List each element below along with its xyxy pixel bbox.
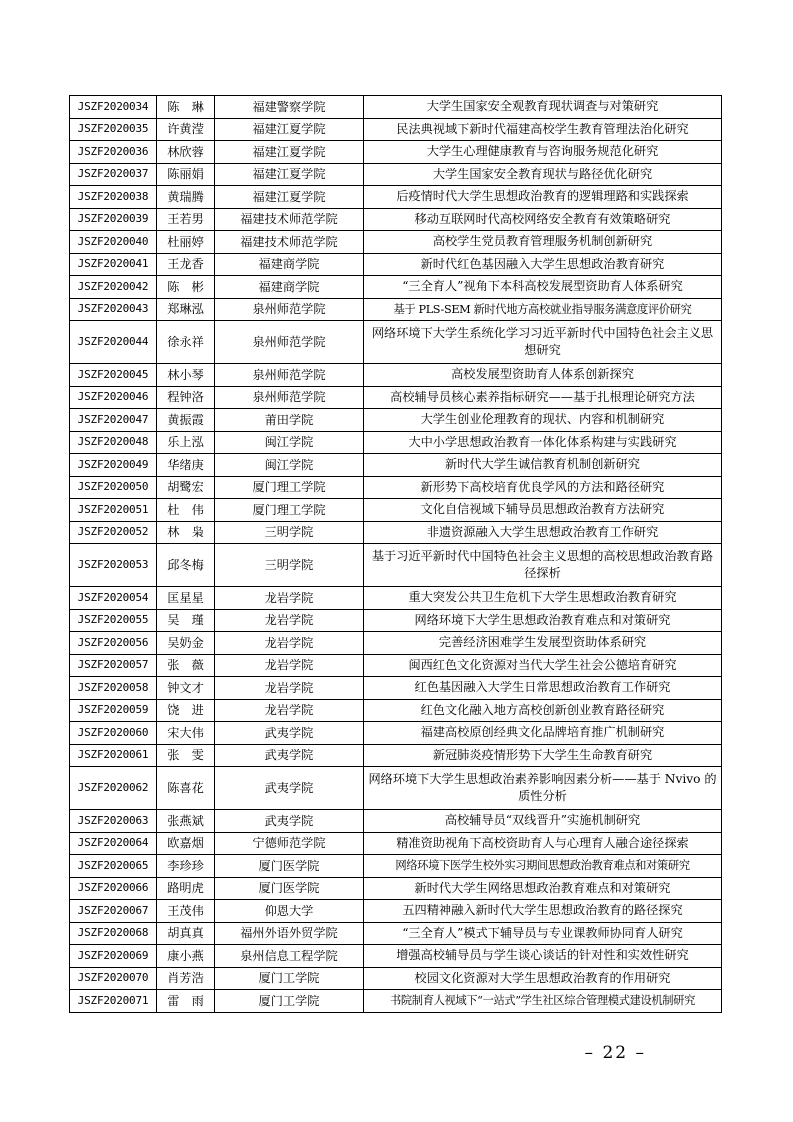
school-cell: 福建商学院 (215, 276, 364, 299)
table-row (70, 945, 722, 968)
school-cell: 厦门工学院 (215, 990, 364, 1013)
project-id-cell: JSZF2020048 (70, 431, 157, 454)
project-id-cell: JSZF2020036 (70, 141, 157, 164)
school-cell: 武夷学院 (215, 767, 364, 810)
school-cell: 厦门理工学院 (215, 499, 364, 522)
project-id-cell: JSZF2020035 (70, 118, 157, 141)
project-title-cell: 文化自信视域下辅导员思想政治教育方法研究 (364, 499, 722, 522)
school-cell: 厦门医学院 (215, 855, 364, 878)
applicant-name-cell: 黄振霞 (157, 409, 215, 432)
project-title-cell: 大学生心理健康教育与咨询服务规范化研究 (364, 141, 722, 164)
project-id-cell: JSZF2020040 (70, 231, 157, 254)
project-title-cell: 大学生创业伦理教育的现状、内容和机制研究 (364, 409, 722, 432)
project-title-cell: 网络环境下大学生思想政治素养影响因素分析——基于 Nvivo 的质性分析 (364, 767, 722, 810)
school-cell: 武夷学院 (215, 810, 364, 833)
school-cell: 泉州师范学院 (215, 386, 364, 409)
applicant-name-cell: 杜丽婷 (157, 231, 215, 254)
project-id-cell: JSZF2020066 (70, 877, 157, 900)
project-title-cell: 高校学生党员教育管理服务机制创新研究 (364, 231, 722, 254)
applicant-name-cell: 邱冬梅 (157, 544, 215, 587)
project-title-cell: 非遗资源融入大学生思想政治教育工作研究 (364, 521, 722, 544)
project-title-cell: 大学生国家安全教育现状与路径优化研究 (364, 163, 722, 186)
school-cell: 闽江学院 (215, 454, 364, 477)
table-row (70, 276, 722, 299)
school-cell: 三明学院 (215, 521, 364, 544)
applicant-name-cell: 钟文才 (157, 677, 215, 700)
project-id-cell: JSZF2020068 (70, 922, 157, 945)
project-id-cell: JSZF2020039 (70, 208, 157, 231)
applicant-name-cell: 王若男 (157, 208, 215, 231)
table-row (70, 699, 722, 722)
project-title-cell: 福建高校原创经典文化品牌培育推广机制研究 (364, 722, 722, 745)
project-id-cell: JSZF2020044 (70, 321, 157, 364)
project-title-cell: 大中小学思想政治教育一体化体系构建与实践研究 (364, 431, 722, 454)
table-row (70, 855, 722, 878)
applicant-name-cell: 宋大伟 (157, 722, 215, 745)
school-cell: 福建商学院 (215, 253, 364, 276)
project-id-cell: JSZF2020071 (70, 990, 157, 1013)
school-cell: 闽江学院 (215, 431, 364, 454)
project-title-cell: 高校辅导员核心素养指标研究——基于扎根理论研究方法 (364, 386, 722, 409)
applicant-name-cell: 饶 进 (157, 699, 215, 722)
project-table-body (70, 96, 722, 1013)
school-cell: 福建江夏学院 (215, 163, 364, 186)
school-cell: 龙岩学院 (215, 587, 364, 610)
project-title-cell: 新时代红色基因融入大学生思想政治教育研究 (364, 253, 722, 276)
table-row (70, 810, 722, 833)
school-cell: 福建江夏学院 (215, 118, 364, 141)
table-row (70, 208, 722, 231)
project-id-cell: JSZF2020043 (70, 298, 157, 321)
table-row (70, 386, 722, 409)
project-id-cell: JSZF2020038 (70, 186, 157, 209)
school-cell: 福建警察学院 (215, 96, 364, 119)
school-cell: 龙岩学院 (215, 654, 364, 677)
applicant-name-cell: 欧嘉烟 (157, 832, 215, 855)
school-cell: 龙岩学院 (215, 632, 364, 655)
project-title-cell: 新形势下高校培育优良学风的方法和路径研究 (364, 476, 722, 499)
applicant-name-cell: 吴 瑾 (157, 609, 215, 632)
project-title-cell: 红色文化融入地方高校创新创业教育路径研究 (364, 699, 722, 722)
school-cell: 厦门理工学院 (215, 476, 364, 499)
applicant-name-cell: 华绪庚 (157, 454, 215, 477)
applicant-name-cell: 程钟洛 (157, 386, 215, 409)
applicant-name-cell: 张 雯 (157, 744, 215, 767)
project-title-cell: 新冠肺炎疫情形势下大学生生命教育研究 (364, 744, 722, 767)
table-row (70, 990, 722, 1013)
project-id-cell: JSZF2020055 (70, 609, 157, 632)
applicant-name-cell: 林 枭 (157, 521, 215, 544)
applicant-name-cell: 康小燕 (157, 945, 215, 968)
page-number: – 22 – (584, 1043, 646, 1063)
table-row (70, 253, 722, 276)
school-cell: 泉州师范学院 (215, 321, 364, 364)
applicant-name-cell: 郑琳泓 (157, 298, 215, 321)
project-title-cell: 移动互联网时代高校网络安全教育有效策略研究 (364, 208, 722, 231)
table-row (70, 298, 722, 321)
project-id-cell: JSZF2020046 (70, 386, 157, 409)
applicant-name-cell: 陈 彬 (157, 276, 215, 299)
school-cell: 泉州师范学院 (215, 364, 364, 387)
project-title-cell: “三全育人”模式下辅导员与专业课教师协同育人研究 (364, 922, 722, 945)
applicant-name-cell: 路明虎 (157, 877, 215, 900)
school-cell: 泉州师范学院 (215, 298, 364, 321)
table-row (70, 922, 722, 945)
school-cell: 武夷学院 (215, 744, 364, 767)
school-cell: 厦门工学院 (215, 967, 364, 990)
school-cell: 武夷学院 (215, 722, 364, 745)
table-row (70, 609, 722, 632)
applicant-name-cell: 乐上泓 (157, 431, 215, 454)
table-row (70, 499, 722, 522)
project-id-cell: JSZF2020058 (70, 677, 157, 700)
project-id-cell: JSZF2020052 (70, 521, 157, 544)
table-row (70, 454, 722, 477)
project-id-cell: JSZF2020054 (70, 587, 157, 610)
applicant-name-cell: 肖芳浩 (157, 967, 215, 990)
table-row (70, 654, 722, 677)
table-row (70, 431, 722, 454)
project-title-cell: 红色基因融入大学生日常思想政治教育工作研究 (364, 677, 722, 700)
applicant-name-cell: 林欣蓉 (157, 141, 215, 164)
school-cell: 福建技术师范学院 (215, 231, 364, 254)
table-row (70, 364, 722, 387)
school-cell: 龙岩学院 (215, 699, 364, 722)
table-row (70, 521, 722, 544)
project-id-cell: JSZF2020041 (70, 253, 157, 276)
school-cell: 泉州信息工程学院 (215, 945, 364, 968)
applicant-name-cell: 许黄滢 (157, 118, 215, 141)
school-cell: 福建技术师范学院 (215, 208, 364, 231)
applicant-name-cell: 王茂伟 (157, 900, 215, 923)
project-id-cell: JSZF2020057 (70, 654, 157, 677)
project-title-cell: 完善经济困难学生发展型资助体系研究 (364, 632, 722, 655)
project-id-cell: JSZF2020034 (70, 96, 157, 119)
table-row (70, 900, 722, 923)
project-id-cell: JSZF2020070 (70, 967, 157, 990)
applicant-name-cell: 陈喜花 (157, 767, 215, 810)
applicant-name-cell: 吴奶金 (157, 632, 215, 655)
project-id-cell: JSZF2020037 (70, 163, 157, 186)
school-cell: 福建江夏学院 (215, 186, 364, 209)
applicant-name-cell: 徐永祥 (157, 321, 215, 364)
applicant-name-cell: 胡真真 (157, 922, 215, 945)
project-id-cell: JSZF2020045 (70, 364, 157, 387)
table-row (70, 744, 722, 767)
project-title-cell: 精准资助视角下高校资助育人与心理育人融合途径探索 (364, 832, 722, 855)
project-title-cell: 书院制育人视域下“一站式”学生社区综合管理模式建设机制研究 (364, 990, 722, 1013)
project-title-cell: 网络环境下大学生思想政治教育难点和对策研究 (364, 609, 722, 632)
project-title-cell: “三全育人”视角下本科高校发展型资助育人体系研究 (364, 276, 722, 299)
project-title-cell: 闽西红色文化资源对当代大学生社会公德培育研究 (364, 654, 722, 677)
table-row (70, 321, 722, 364)
table-row (70, 186, 722, 209)
school-cell: 龙岩学院 (215, 609, 364, 632)
school-cell: 莆田学院 (215, 409, 364, 432)
applicant-name-cell: 杜 伟 (157, 499, 215, 522)
applicant-name-cell: 胡鹭宏 (157, 476, 215, 499)
table-row (70, 832, 722, 855)
project-title-cell: 大学生国家安全观教育现状调查与对策研究 (364, 96, 722, 119)
applicant-name-cell: 雷 雨 (157, 990, 215, 1013)
project-table (69, 95, 722, 1013)
project-title-cell: 基于 PLS-SEM 新时代地方高校就业指导服务满意度评价研究 (364, 298, 722, 321)
project-id-cell: JSZF2020065 (70, 855, 157, 878)
school-cell: 仰恩大学 (215, 900, 364, 923)
project-id-cell: JSZF2020047 (70, 409, 157, 432)
project-title-cell: 高校发展型资助育人体系创新探究 (364, 364, 722, 387)
table-row (70, 587, 722, 610)
table-row (70, 96, 722, 119)
school-cell: 龙岩学院 (215, 677, 364, 700)
table-row (70, 677, 722, 700)
table-row (70, 767, 722, 810)
table-row (70, 967, 722, 990)
project-title-cell: 网络环境下医学生校外实习期间思想政治教育难点和对策研究 (364, 855, 722, 878)
project-title-cell: 网络环境下大学生系统化学习习近平新时代中国特色社会主义思想研究 (364, 321, 722, 364)
project-id-cell: JSZF2020049 (70, 454, 157, 477)
project-title-cell: 新时代大学生诚信教育机制创新研究 (364, 454, 722, 477)
project-id-cell: JSZF2020051 (70, 499, 157, 522)
school-cell: 宁德师范学院 (215, 832, 364, 855)
project-id-cell: JSZF2020050 (70, 476, 157, 499)
project-id-cell: JSZF2020063 (70, 810, 157, 833)
project-id-cell: JSZF2020069 (70, 945, 157, 968)
school-cell: 福建江夏学院 (215, 141, 364, 164)
project-id-cell: JSZF2020056 (70, 632, 157, 655)
table-row (70, 231, 722, 254)
project-title-cell: 五四精神融入新时代大学生思想政治教育的路径探究 (364, 900, 722, 923)
applicant-name-cell: 黄瑞腾 (157, 186, 215, 209)
table-row (70, 409, 722, 432)
project-title-cell: 民法典视域下新时代福建高校学生教育管理法治化研究 (364, 118, 722, 141)
project-title-cell: 后疫情时代大学生思想政治教育的逻辑理路和实践探索 (364, 186, 722, 209)
project-id-cell: JSZF2020053 (70, 544, 157, 587)
project-title-cell: 新时代大学生网络思想政治教育难点和对策研究 (364, 877, 722, 900)
table-row (70, 544, 722, 587)
school-cell: 三明学院 (215, 544, 364, 587)
school-cell: 厦门医学院 (215, 877, 364, 900)
applicant-name-cell: 林小琴 (157, 364, 215, 387)
table-row (70, 632, 722, 655)
applicant-name-cell: 李珍珍 (157, 855, 215, 878)
project-id-cell: JSZF2020061 (70, 744, 157, 767)
table-row (70, 118, 722, 141)
project-title-cell: 校园文化资源对大学生思想政治教育的作用研究 (364, 967, 722, 990)
table-row (70, 476, 722, 499)
school-cell: 福州外语外贸学院 (215, 922, 364, 945)
project-id-cell: JSZF2020064 (70, 832, 157, 855)
applicant-name-cell: 陈丽娟 (157, 163, 215, 186)
project-title-cell: 重大突发公共卫生危机下大学生思想政治教育研究 (364, 587, 722, 610)
project-id-cell: JSZF2020067 (70, 900, 157, 923)
applicant-name-cell: 陈 琳 (157, 96, 215, 119)
table-row (70, 877, 722, 900)
table-row (70, 722, 722, 745)
applicant-name-cell: 匡星星 (157, 587, 215, 610)
applicant-name-cell: 张 薇 (157, 654, 215, 677)
project-title-cell: 高校辅导员“双线晋升”实施机制研究 (364, 810, 722, 833)
applicant-name-cell: 王龙香 (157, 253, 215, 276)
applicant-name-cell: 张燕斌 (157, 810, 215, 833)
project-title-cell: 基于习近平新时代中国特色社会主义思想的高校思想政治教育路径探析 (364, 544, 722, 587)
project-id-cell: JSZF2020060 (70, 722, 157, 745)
project-id-cell: JSZF2020042 (70, 276, 157, 299)
project-id-cell: JSZF2020062 (70, 767, 157, 810)
table-row (70, 141, 722, 164)
project-title-cell: 增强高校辅导员与学生谈心谈话的针对性和实效性研究 (364, 945, 722, 968)
project-id-cell: JSZF2020059 (70, 699, 157, 722)
table-row (70, 163, 722, 186)
